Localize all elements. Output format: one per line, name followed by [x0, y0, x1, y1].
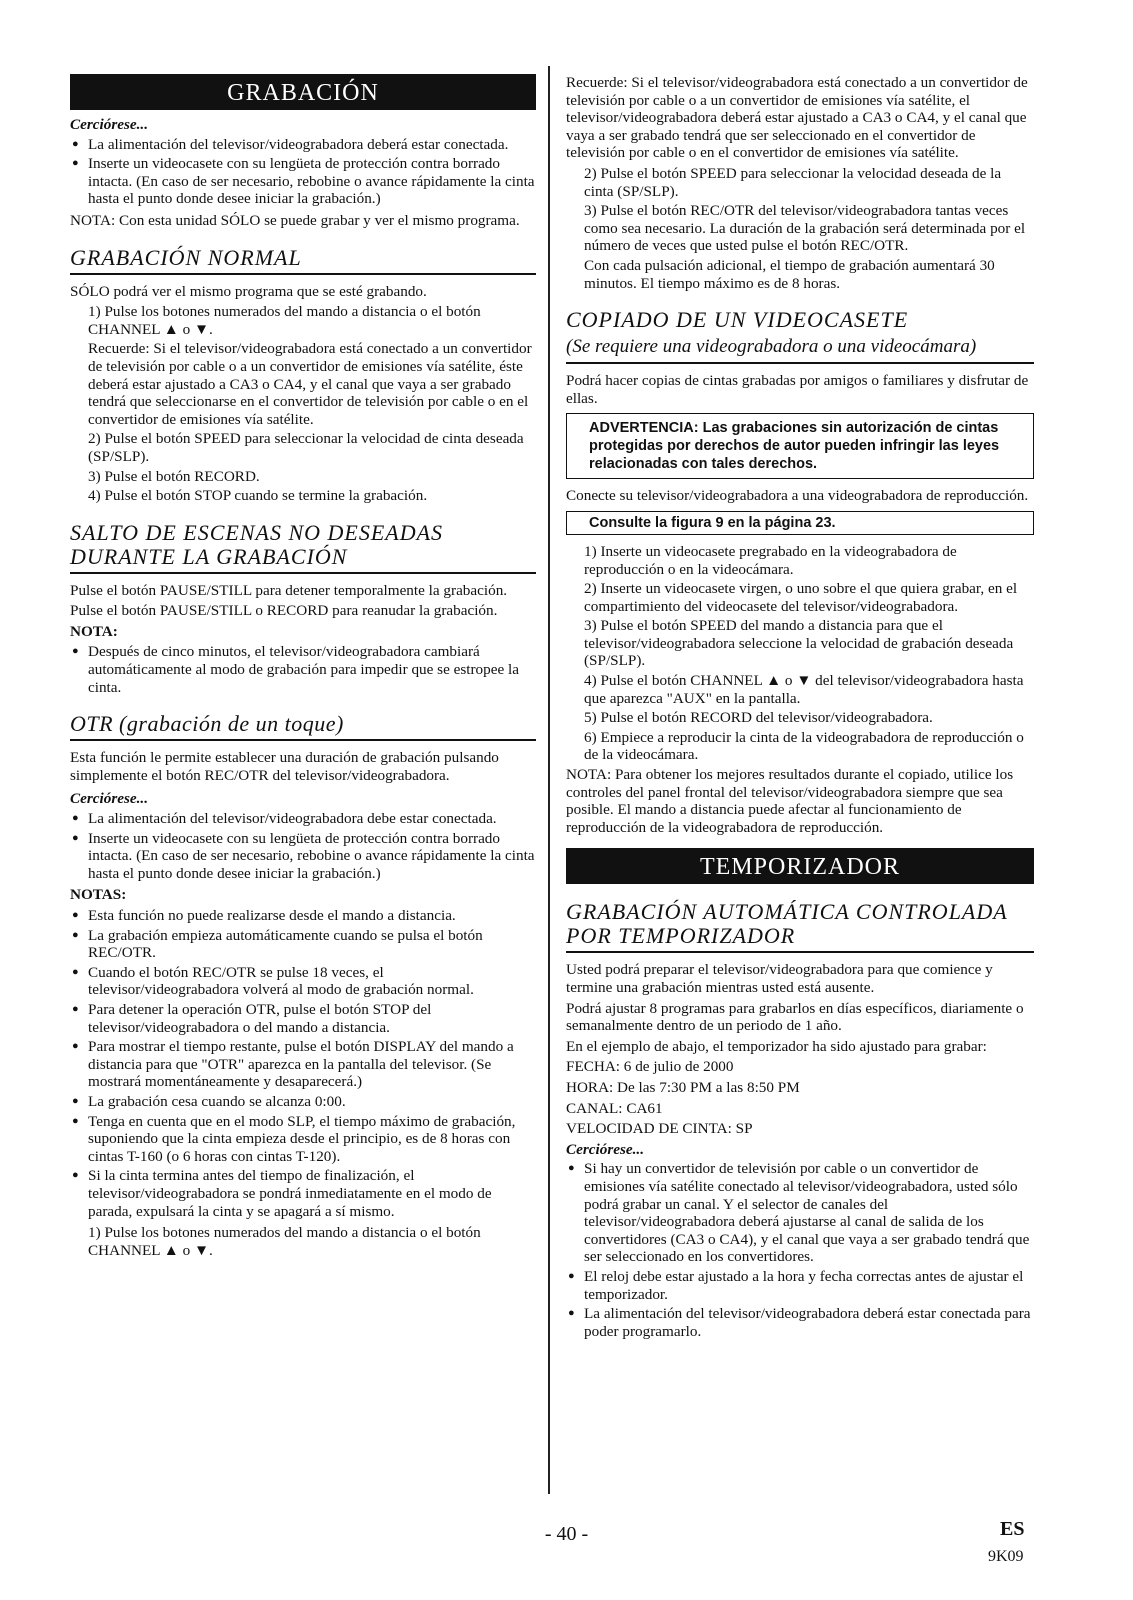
check-label: Cerciórese... [566, 1140, 645, 1158]
otr-step-3-extra: Con cada pulsación adicional, el tiempo de grabación aumentará 30 minutos. El tiempo máximo es de 8 horas. [584, 256, 995, 292]
grabacion-bullets [70, 136, 536, 208]
otr-notas-list [70, 907, 536, 1220]
section-banner-temporizador: TEMPORIZADOR [566, 848, 1034, 884]
normal-step-2: 2) Pulse el botón SPEED para seleccionar la velocidad de cinta deseada (SP/SLP). [88, 430, 524, 465]
temporizador-p3: En el ejemplo de abajo, el temporizador ha sido ajustado para grabar: [566, 1037, 987, 1055]
nota-item: ● Para mostrar el tiempo restante, pulse el botón DISPLAY del mando a distancia para que "OTR" aparezca en la pantalla del televisor. (Se mostrará momentáneamente y desaparecerá.) [70, 1038, 536, 1091]
grabacion-nota: NOTA: Con esta unidad SÓLO se puede grabar y ver el mismo programa. [70, 211, 520, 229]
normal-recuerde: Recuerde: Si el televisor/videograbadora está conectado a un convertidor de televisión por cable o a un convertidor de emisiones vía satélite, éste deberá estar ajustado a CA3 o CA4, y el canal que vaya a ser grabado tendrá que seleccionarse en el convertidor de televisión por cable o en el convertidor de emisiones vía satélite. [88, 340, 532, 428]
copiado-step-6: 6) Empiece a reproducir la cinta de la videograbadora de reproducción o de la videocámara. [584, 728, 1024, 764]
left-column [70, 74, 536, 1261]
copiado-subtitle: (Se requiere una videograbadora o una videocámara) [566, 336, 977, 358]
temporizador-p1: Usted podrá preparar el televisor/videograbadora para que comience y termine una grabación mientras usted está ausente. [566, 961, 993, 996]
bullet-item: ● Si hay un convertidor de televisión por cable o un convertidor de emisiones vía satélite conectado al televisor/videograbadora, usted sólo podrá grabar un canal. Y el selector de canales del televisor/videograbadora deberá ajustarse al canal de salida de los convertidores (CA3 o CA4), y el canal que vaya a ser grabado tendrá que ser seleccionado en los convertidores. [566, 1160, 1034, 1266]
nota-item: ● Esta función no puede realizarse desde el mando a distancia. [70, 907, 536, 925]
right-column [566, 74, 1034, 1344]
nota-item: ● Para detener la operación OTR, pulse el botón STOP del televisor/videograbadora o del mando a distancia. [70, 1001, 536, 1036]
copiado-title: COPIADO DE UN VIDEOCASETE [566, 307, 909, 333]
heading-grabacion-normal: GRABACIÓN NORMAL [70, 246, 536, 275]
copyright-warning-box: ADVERTENCIA: Las grabaciones sin autorización de cintas protegidas por derechos de autor pueden infringir las leyes relacionadas con tales derechos. [566, 413, 1034, 479]
salto-p2: Pulse el botón PAUSE/STILL o RECORD para reanudar la grabación. [70, 602, 498, 620]
bullet-item: ● Inserte un videocasete con su lengüeta de protección contra borrado intacta. (En caso de ser necesario, rebobine o avance rápidamente la cinta hasta el punto donde desee iniciar la grabación.) [70, 830, 536, 883]
copiado-connect: Conecte su televisor/videograbadora a una videograbadora de reproducción. [566, 487, 1029, 505]
nota-item: ● Cuando el botón REC/OTR se pulse 18 veces, el televisor/videograbadora volverá al modo de grabación normal. [70, 964, 536, 999]
heading-copiado [566, 308, 1034, 364]
temporizador-p2: Podrá ajustar 8 programas para grabarlos en días específicos, diariamente o semanalmente dentro de un periodo de 1 año. [566, 999, 1024, 1035]
otr-step-3: 3) Pulse el botón REC/OTR del televisor/videograbadora tantas veces como sea necesario. La duración de la grabación será determinada por el número de veces que usted pulse el botón REC/OTR. [584, 202, 1026, 255]
example-canal: CANAL: CA61 [566, 1099, 663, 1117]
nota-item: ● La grabación empieza automáticamente cuando se pulsa el botón REC/OTR. [70, 927, 536, 962]
salto-nota-label: NOTA: [70, 622, 118, 640]
heading-otr: OTR (grabación de un toque) [70, 712, 536, 741]
bullet-item: ● La alimentación del televisor/videograbadora deberá estar conectada. [70, 136, 536, 154]
salto-p1: Pulse el botón PAUSE/STILL para detener temporalmente la grabación. [70, 581, 508, 599]
otr-intro: Esta función le permite establecer una duración de grabación pulsando simplemente el botón REC/OTR del televisor/videograbadora. [70, 749, 499, 784]
copiado-intro: Podrá hacer copias de cintas grabadas por amigos o familiares y disfrutar de ellas. [566, 372, 1029, 407]
copiado-step-5: 5) Pulse el botón RECORD del televisor/videograbadora. [584, 709, 933, 727]
copiado-nota: NOTA: Para obtener los mejores resultados durante el copiado, utilice los controles del panel frontal del televisor/videograbadora siempre que sea posible. El mando a distancia puede afectar al funcionamiento de reproducción de la videograbadora de reproducción. [566, 766, 1014, 836]
normal-step-3: 3) Pulse el botón RECORD. [88, 467, 260, 485]
example-hora: HORA: De las 7:30 PM a las 8:50 PM [566, 1078, 800, 1096]
otr-step-2: 2) Pulse el botón SPEED para seleccionar la velocidad deseada de la cinta (SP/SLP). [584, 164, 1002, 200]
otr-notas-label: NOTAS: [70, 886, 127, 904]
copiado-step-4: 4) Pulse el botón CHANNEL ▲ o ▼ del televisor/videograbadora hasta que aparezca "AUX" en la pantalla. [584, 672, 1024, 707]
check-label: Cerciórese... [70, 116, 149, 133]
copiado-step-2: 2) Inserte un videocasete virgen, o uno sobre el que quiera grabar, en el compartimiento del videocasete del televisor/videograbadora. [584, 580, 1018, 615]
heading-grabacion-automatica: GRABACIÓN AUTOMÁTICA CONTROLADA POR TEMPORIZADOR [566, 900, 1034, 953]
check-label: Cerciórese... [70, 790, 149, 808]
model-code: 9K09 [988, 1548, 1024, 1565]
otr-recuerde: Recuerde: Si el televisor/videograbadora está conectado a un convertidor de televisión por cable o a un convertidor de emisiones vía satélite, el televisor/videograbadora deberá estar ajustado a CA3 o CA4, y el canal que vaya a ser grabado tendrá que ser seleccionado en el convertidor de televisión por cable o en el convertidor de emisiones vía satélite. [566, 74, 1028, 162]
nota-item: ● Si la cinta termina antes del tiempo de finalización, el televisor/videograbadora se pondrá inmediatamente en el modo de parada, expulsará la cinta y se apagará a sí mismo. [70, 1167, 536, 1220]
bullet-item: ● Después de cinco minutos, el televisor/videograbadora cambiará automáticamente al modo de grabación para impedir que se estropee la cinta. [70, 643, 536, 696]
section-banner-grabacion: GRABACIÓN [70, 74, 536, 110]
salto-bullets [70, 643, 536, 696]
bullet-item: ● La alimentación del televisor/videograbadora debe estar conectada. [70, 810, 536, 828]
column-divider [548, 66, 550, 1494]
example-fecha: FECHA: 6 de julio de 2000 [566, 1058, 734, 1076]
page-number: - 40 - [544, 1523, 589, 1545]
bullet-item: ● La alimentación del televisor/videograbadora deberá estar conectada para poder programarlo. [566, 1305, 1034, 1340]
nota-item: ● Tenga en cuenta que en el modo SLP, el tiempo máximo de grabación, suponiendo que la cinta empieza desde el principio, es de 8 horas con cintas T-160 (o 6 horas con cintas T-120). [70, 1113, 536, 1166]
language-code: ES [1000, 1518, 1025, 1540]
bullet-item: ● Inserte un videocasete con su lengüeta de protección contra borrado intacta. (En caso de ser necesario, rebobine o avance rápidamente la cinta hasta el punto donde desee iniciar la grabación.) [70, 155, 536, 208]
figure-reference-box: Consulte la figura 9 en la página 23. [566, 511, 1034, 535]
normal-intro: SÓLO podrá ver el mismo programa que se esté grabando. [70, 282, 427, 300]
copiado-step-3: 3) Pulse el botón SPEED del mando a distancia para que el televisor/videograbadora seleccione la velocidad de grabación deseada (SP/SLP). [584, 617, 1014, 670]
normal-step-4: 4) Pulse el botón STOP cuando se termine la grabación. [88, 487, 428, 505]
example-velocidad: VELOCIDAD DE CINTA: SP [566, 1120, 753, 1138]
temporizador-bullets [566, 1160, 1034, 1340]
bullet-item: ● El reloj debe estar ajustado a la hora y fecha correctas antes de ajustar el temporizador. [566, 1268, 1034, 1303]
otr-step-1: 1) Pulse los botones numerados del mando a distancia o el botón CHANNEL ▲ o ▼. [88, 1224, 481, 1259]
copiado-step-1: 1) Inserte un videocasete pregrabado en la videograbadora de reproducción o en la videocámara. [584, 542, 957, 578]
heading-salto-escenas: SALTO DE ESCENAS NO DESEADAS DURANTE LA GRABACIÓN [70, 521, 536, 574]
otr-bullets [70, 810, 536, 882]
normal-step-1: 1) Pulse los botones numerados del mando a distancia o el botón CHANNEL ▲ o ▼. [88, 303, 481, 338]
nota-item: ● La grabación cesa cuando se alcanza 0:00. [70, 1093, 536, 1111]
